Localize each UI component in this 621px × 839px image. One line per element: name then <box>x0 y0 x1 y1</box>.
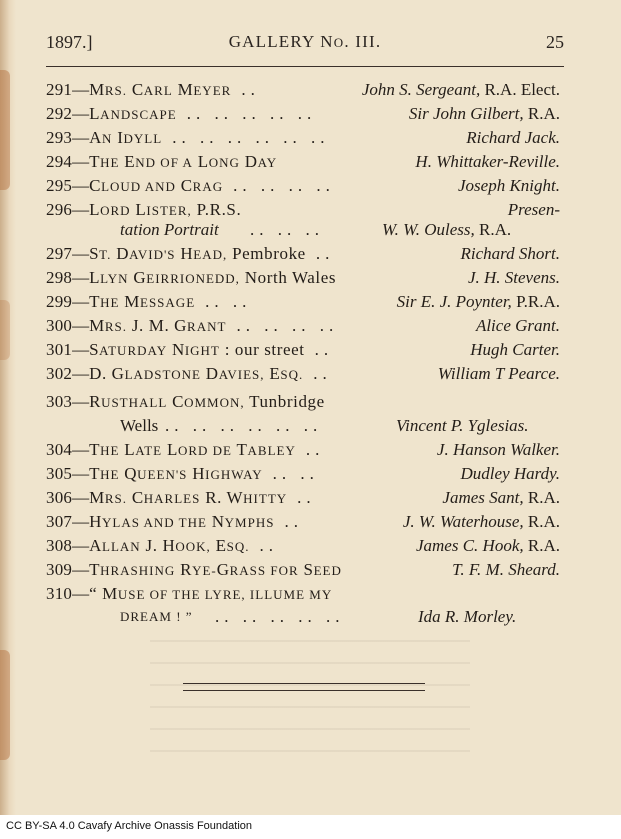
entry-artist <box>474 314 560 338</box>
entry-title-part: T <box>89 560 101 579</box>
entry-artist <box>459 242 560 266</box>
entry-title-part: OOK, <box>175 539 211 554</box>
entry-dash: — <box>72 176 90 195</box>
entry-301 <box>46 338 560 362</box>
entry-title-part: AVID'S <box>129 247 176 262</box>
entry-title-part: ND OF A <box>135 155 193 170</box>
artist-name: Hugh Carter. <box>470 340 560 359</box>
entry-artist <box>459 462 560 486</box>
entry-title-part: S <box>89 340 100 359</box>
entry-artist <box>450 558 560 582</box>
entry-title-part: G <box>128 268 147 287</box>
entry-title-part: L <box>119 440 136 459</box>
entry-title <box>89 364 303 383</box>
leader-dots: .. <box>259 536 278 555</box>
entry-title-part: C <box>126 80 144 99</box>
entry-307 <box>46 510 560 534</box>
entry-artist <box>413 150 560 174</box>
entry-title-part: RS. <box>104 319 127 334</box>
entry-number: 302 <box>46 364 73 383</box>
entry-title-part: ONG <box>208 155 240 170</box>
entry-title-part: L <box>89 200 101 219</box>
entry-title-part: RS. <box>104 491 127 506</box>
leader-dots: .. <box>297 488 316 507</box>
entry-303-continuation-title: Wells <box>120 416 159 435</box>
entry-title <box>89 316 226 335</box>
entry-dash: — <box>72 512 90 531</box>
entry-dash: — <box>72 80 90 99</box>
artist-name: T. F. M. Sheard. <box>452 560 560 579</box>
leader-dots: .. <box>284 512 303 531</box>
entry-297 <box>46 242 560 266</box>
leader-dots: .. .. .. .. .. .. <box>172 128 330 147</box>
entry-title-part: T <box>89 440 101 459</box>
entry-artist <box>506 198 560 222</box>
entry-title-part: T <box>232 440 248 459</box>
entry-302 <box>46 362 560 386</box>
entry-title <box>89 268 336 287</box>
artist-name: Dudley Hardy. <box>460 464 560 483</box>
entry-number: 309 <box>46 560 73 579</box>
entry-title-part: T <box>89 152 101 171</box>
entry-number: 292 <box>46 104 73 123</box>
entry-number: 306 <box>46 488 73 507</box>
entry-title-part: HARLES <box>143 491 201 506</box>
entry-title-part: Q <box>119 464 138 483</box>
leader-dots: .. <box>305 440 325 459</box>
entry-title-part: L <box>192 152 209 171</box>
artist-name: J. Hanson Walker. <box>436 440 560 459</box>
entry-dash: — <box>72 244 90 263</box>
entry-title-part: ISTER, <box>146 203 192 218</box>
entry-291 <box>46 78 560 102</box>
entry-number: 300 <box>46 316 73 335</box>
entry-title-part: R. W <box>200 488 244 507</box>
license-footer <box>0 815 621 839</box>
entry-title-part: IGHWAY <box>205 467 263 482</box>
entry-title-part: D. G <box>89 364 125 383</box>
artist-name: Alice Grant. <box>475 316 560 335</box>
entry-title-part: N <box>206 512 225 531</box>
entry-title-part: HRASHING <box>100 563 176 578</box>
entry-dash: — <box>72 104 90 123</box>
entry-title-part: YLAS AND THE <box>102 515 207 530</box>
entry-dash: — <box>72 392 90 411</box>
entry-title-part: E <box>210 536 227 555</box>
entry-number: 307 <box>46 512 73 531</box>
page-number: 25 <box>546 32 564 52</box>
entry-title-part: YMPHS <box>224 515 275 530</box>
entry-title-part: E <box>119 152 136 171</box>
entry-title-part: Tunbridge <box>244 392 325 411</box>
entry-number: 303 <box>46 392 73 411</box>
artist-name: James C. Hook, <box>415 536 524 555</box>
entry-309 <box>46 558 560 582</box>
entry-title-part: ORD <box>100 203 131 218</box>
entry-title-part: G <box>216 560 230 579</box>
artist-name: Presen- <box>507 200 560 219</box>
artist-name: J. H. Stevens. <box>467 268 560 287</box>
artist-name: H. Whittaker-Reville. <box>415 152 560 171</box>
leader-dots: .. <box>313 364 332 383</box>
entry-dash: — <box>72 440 90 459</box>
entry-title <box>89 488 287 507</box>
entry-title-part: USTHALL <box>101 395 168 410</box>
entry-number: 293 <box>46 128 73 147</box>
entry-dash: — <box>72 128 90 147</box>
entry-number: 291 <box>46 80 73 99</box>
entry-title-part: L <box>89 268 101 287</box>
entry-title <box>89 176 223 195</box>
entry-artist <box>466 266 560 290</box>
entry-title <box>89 292 195 311</box>
artist-name: Joseph Knight. <box>458 176 560 195</box>
artist-name: John S. Sergeant, <box>361 80 481 99</box>
entry-title-part: T <box>89 292 101 311</box>
artist-name: Sir E. J. Poynter, <box>396 292 512 311</box>
entry-title-part: HE <box>100 295 120 310</box>
entry-title <box>89 104 177 123</box>
entry-293 <box>46 126 560 150</box>
entry-dash: — <box>72 292 90 311</box>
entry-title-part: EAD, <box>193 247 228 262</box>
artist-suffix: R.A. <box>474 220 512 239</box>
entry-title-part: LOUD AND <box>101 179 176 194</box>
entry-title-part: AY <box>257 155 278 170</box>
artist-suffix: R.A. <box>523 104 560 123</box>
closing-double-rule <box>183 683 425 691</box>
entry-title-part: ATURDAY <box>99 343 168 358</box>
entry-number: 297 <box>46 244 73 263</box>
license-credit: CC BY-SA 4.0 Cavafy Archive Onassis Foundation <box>6 820 252 832</box>
entry-310-continuation-dots: .. .. .. .. .. <box>215 607 345 626</box>
artist-name: Richard Short. <box>460 244 560 263</box>
entry-artist <box>401 510 560 534</box>
entry-title-part: HE <box>100 443 120 458</box>
entry-310-continuation-artist: Ida R. Morley. <box>418 607 517 626</box>
entry-title <box>89 560 342 579</box>
entry-296-continuation-title: tation Portrait <box>120 220 219 239</box>
entry-title-part: M <box>89 80 105 99</box>
entry-title-part: M <box>119 292 141 311</box>
entry-305 <box>46 462 560 486</box>
entry-title-part: RAG <box>192 179 224 194</box>
entry-title <box>89 152 277 171</box>
entry-title-part: : our street <box>219 340 305 359</box>
entry-title-part: R <box>89 392 102 411</box>
entry-title-part: AVIES, <box>218 367 265 382</box>
entry-296-continuation-artist <box>382 218 511 242</box>
entry-title-part: L <box>130 200 147 219</box>
entry-title <box>89 392 325 411</box>
entry-310 <box>46 582 560 606</box>
entry-title <box>89 440 296 459</box>
entry-title <box>89 80 231 99</box>
entry-number: 298 <box>46 268 73 287</box>
leader-dots: .. .. .. .. <box>236 316 339 335</box>
entry-title-part: USE OF THE LYRE, ILLUME MY <box>117 587 333 602</box>
entry-title-part: H <box>89 512 102 531</box>
artist-name: Sir John Gilbert, <box>408 104 524 123</box>
entry-title-part: S <box>298 560 314 579</box>
entry-dash: — <box>72 152 90 171</box>
artist-suffix: R.A. <box>523 512 560 531</box>
entry-artist <box>414 534 560 558</box>
entry-title <box>89 536 249 555</box>
entry-artist <box>464 126 560 150</box>
entry-title <box>89 200 241 219</box>
entry-title-part: P.R.S. <box>191 200 242 219</box>
entry-number: 304 <box>46 440 73 459</box>
entry-title-part: RASS FOR <box>229 563 299 578</box>
entry-title-part: A <box>89 128 102 147</box>
leader-dots: .. <box>241 80 260 99</box>
entry-title-part: RS. <box>104 83 127 98</box>
entry-artist <box>407 102 560 126</box>
entry-title-part: M <box>89 488 105 507</box>
entry-title-part: T. <box>99 247 112 262</box>
entry-title-part: HITTY <box>243 491 288 506</box>
entry-dash: — <box>72 488 90 507</box>
entry-number: 295 <box>46 176 73 195</box>
entry-title-part: E <box>264 364 281 383</box>
entry-300 <box>46 314 560 338</box>
entry-dash: — <box>72 364 90 383</box>
entry-title-part: HE <box>100 155 120 170</box>
entry-title-part: EYER <box>193 83 232 98</box>
entry-artist <box>435 438 560 462</box>
entry-title-part: EED <box>313 563 342 578</box>
entry-title-part: I <box>112 128 124 147</box>
entry-title-part: ORD DE <box>177 443 232 458</box>
entry-title-part: L <box>89 104 101 123</box>
entry-dash: — <box>72 584 90 603</box>
entry-title-part: ABLEY <box>247 443 296 458</box>
entry-title-part: C <box>89 176 102 195</box>
entry-artist <box>440 486 560 510</box>
entry-title-part: DYLL <box>123 131 163 146</box>
entry-title <box>89 340 305 359</box>
leader-dots: .. .. .. .. <box>233 176 335 195</box>
entry-title-part: HE <box>100 467 120 482</box>
entry-dash: — <box>72 268 90 287</box>
entry-title-part: S <box>89 244 100 263</box>
artist-name: William T Pearce. <box>437 364 560 383</box>
entry-dash: — <box>72 340 90 359</box>
entry-artist <box>456 174 560 198</box>
entry-artist <box>468 338 560 362</box>
entry-title-part: EIRRIONEDD, <box>146 271 240 286</box>
entry-title-part: LLAN <box>102 539 141 554</box>
entry-title-part: N <box>167 340 185 359</box>
entry-title-part: RANT <box>187 319 227 334</box>
artist-suffix: R.A. <box>523 488 560 507</box>
leader-dots: .. .. .. .. .. <box>186 104 317 123</box>
entry-dash: — <box>72 536 90 555</box>
entry-number: 296 <box>46 200 73 219</box>
leader-dots: .. <box>315 244 335 263</box>
entry-title-part: YE- <box>192 563 217 578</box>
entry-294 <box>46 150 560 174</box>
entry-title-part: “ M <box>89 584 118 603</box>
entry-dash: — <box>72 560 90 579</box>
entry-title-part: M <box>172 80 194 99</box>
entry-295 <box>46 174 560 198</box>
header-title-tail: . III. <box>344 32 382 51</box>
entry-dash: — <box>72 316 90 335</box>
entry-title-part: SQ. <box>226 539 250 554</box>
entry-title-part: J. H <box>140 536 176 555</box>
entry-title-part: ESSAGE <box>140 295 196 310</box>
leader-dots: .. .. <box>205 292 252 311</box>
entry-303 <box>46 390 560 414</box>
entry-number: 308 <box>46 536 73 555</box>
leader-dots: .. .. <box>272 464 319 483</box>
entry-299 <box>46 290 560 314</box>
entry-title <box>89 584 332 603</box>
header-title-main: GALLERY N <box>228 32 334 51</box>
artist-suffix: P.R.A. <box>511 292 560 311</box>
entry-title <box>89 512 274 531</box>
entry-title-part: M <box>89 316 105 335</box>
entry-title-part: H <box>175 244 194 263</box>
entry-artist <box>395 290 560 314</box>
entry-title-part: LADSTONE <box>124 367 201 382</box>
entry-number: 305 <box>46 464 73 483</box>
entry-artist <box>360 78 560 102</box>
entry-title <box>89 128 162 147</box>
entry-title-part: D <box>200 364 219 383</box>
entry-number: 301 <box>46 340 73 359</box>
artist-name: James Sant, <box>442 488 524 507</box>
entry-title-part: LYN <box>100 271 129 286</box>
entry-title-part: L <box>162 440 178 459</box>
entry-title-part: UEEN'S <box>137 467 188 482</box>
artist-name: Richard Jack. <box>466 128 560 147</box>
artist-name: W. W. Ouless, <box>382 220 475 239</box>
entry-292 <box>46 102 560 126</box>
leader-dots: .. <box>314 340 334 359</box>
entry-title-part: C <box>175 176 193 195</box>
entry-number: 294 <box>46 152 73 171</box>
entry-title-part: D <box>239 152 258 171</box>
artist-suffix: R.A. <box>523 536 560 555</box>
entry-title-part: D <box>111 244 130 263</box>
entry-title-part: ARL <box>143 83 173 98</box>
entry-title-part: A <box>89 536 102 555</box>
entry-title-part: Pembroke <box>227 244 306 263</box>
entry-title <box>89 464 263 483</box>
entry-title-part: SQ. <box>280 367 304 382</box>
entry-dash: — <box>72 200 90 219</box>
entry-title-part: ANDSCAPE <box>100 107 177 122</box>
header-year: 1897.] <box>46 32 93 52</box>
header-title-small: O <box>333 35 345 50</box>
entry-title-part: C <box>167 392 185 411</box>
entry-296-continuation-dots: .. .. .. <box>250 220 324 239</box>
entry-number: 310 <box>46 584 73 603</box>
entry-303-continuation-dots: .. .. .. .. .. .. <box>165 416 323 435</box>
entry-title-part: North Wales <box>239 268 337 287</box>
artist-suffix: R.A. Elect. <box>480 80 560 99</box>
entry-310-continuation-title: DREAM ! ” <box>120 609 193 624</box>
entry-title-part: J. M. G <box>126 316 188 335</box>
entry-title-part: C <box>126 488 144 507</box>
entry-title-part: N <box>102 131 113 146</box>
entry-number: 299 <box>46 292 73 311</box>
entry-title-part: R <box>175 560 193 579</box>
entry-title <box>89 244 306 263</box>
entry-306 <box>46 486 560 510</box>
entry-298 <box>46 266 560 290</box>
entry-title-part: OMMON, <box>184 395 245 410</box>
entry-title-part: T <box>89 464 101 483</box>
entry-304 <box>46 438 560 462</box>
entry-title-part: ATE <box>135 443 163 458</box>
entry-artist <box>436 362 560 386</box>
entry-303-continuation-artist: Vincent P. Yglesias. <box>396 416 529 435</box>
entry-dash: — <box>72 464 90 483</box>
entry-title-part: IGHT <box>184 343 220 358</box>
entry-308 <box>46 534 560 558</box>
artist-name: J. W. Waterhouse, <box>402 512 524 531</box>
entry-title-part: H <box>187 464 206 483</box>
